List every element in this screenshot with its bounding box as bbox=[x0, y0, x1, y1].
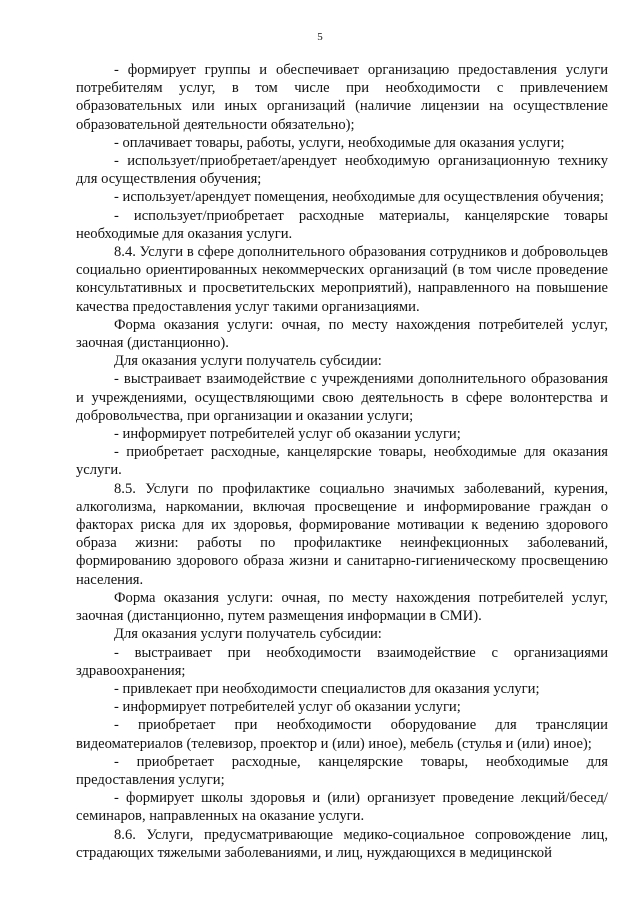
paragraph-4: - использует/арендует помещения, необходимые для осуществления обучения; bbox=[114, 189, 604, 206]
paragraph-18: - приобретает при необходимости оборудование для трансляции видеоматериалов (телевизор, проектор и (или) иное), мебель (стулья и (или) иное); bbox=[76, 717, 608, 752]
paragraph-10: - информирует потребителей услуг об оказании услуги; bbox=[114, 426, 461, 443]
paragraph-13: Форма оказания услуги: очная, по месту нахождения потребителей услуг, заочная (дистанционно, путем размещения информации в СМИ). bbox=[76, 589, 608, 625]
paragraph-8: Для оказания услуги получатель субсидии: bbox=[114, 353, 382, 370]
paragraph-16: - привлекает при необходимости специалистов для оказания услуги; bbox=[114, 680, 540, 697]
paragraph-14: Для оказания услуги получатель субсидии: bbox=[114, 626, 382, 643]
paragraph-2: - оплачивает товары, работы, услуги, необходимые для оказания услуги; bbox=[114, 134, 565, 151]
section-8-5: 8.5. Услуги по профилактике социально значимых заболеваний, курения, алкоголизма, наркомании, включая просвещение и информирование граждан о факторах риска для их здоровья, формирование мотивации к ведению здорового образа жизни: работы по профилактике неинфекционных заболеваний, формированию здорового образа жизни и санитарно-гигиеническому просвещению населения. bbox=[76, 480, 608, 588]
page-number: 5 bbox=[317, 31, 323, 43]
paragraph-19: - приобретает расходные, канцелярские товары, необходимые для предоставления услуги; bbox=[76, 753, 608, 788]
paragraph-7: Форма оказания услуги: очная, по месту нахождения потребителей услуг, заочная (дистанционно). bbox=[76, 316, 608, 352]
paragraph-17: - информирует потребителей услуг об оказании услуги; bbox=[114, 699, 461, 716]
paragraph-3: - использует/приобретает/арендует необходимую организационную технику для осуществления обучения; bbox=[76, 153, 608, 188]
paragraph-5: - использует/приобретает расходные материалы, канцелярские товары необходимые для оказания услуги. bbox=[76, 207, 608, 242]
paragraph-1: - формирует группы и обеспечивает организацию предоставления услуги потребителям услуг, в том числе при необходимости с привлечением образовательных или иных организаций (наличие лицензии на осуществление образовательной деятельности обязательно); bbox=[76, 62, 608, 133]
paragraph-9: - выстраивает взаимодействие с учреждениями дополнительного образования и учреждениями, осуществляющими свою деятельность в сфере волонтерства и добровольчества, при организации и оказании услуги; bbox=[76, 371, 608, 424]
document-body bbox=[76, 61, 608, 862]
paragraph-15: - выстраивает при необходимости взаимодействие с организациями здравоохранения; bbox=[76, 644, 608, 679]
section-8-4: 8.4. Услуги в сфере дополнительного образования сотрудников и добровольцев социально ориентированных некоммерческих организаций (в том числе проведение консультативных и просветительских мероприятий), направленного на повышение качества предоставления услуг такими организациями. bbox=[76, 244, 608, 315]
section-8-6: 8.6. Услуги, предусматривающие медико-социальное сопровождение лиц, страдающих тяжелыми заболеваниями, и лиц, нуждающихся в медицинской bbox=[76, 826, 608, 861]
paragraph-20: - формирует школы здоровья и (или) организует проведение лекций/бесед/семинаров, направленных на оказание услуги. bbox=[76, 790, 608, 825]
paragraph-11: - приобретает расходные, канцелярские товары, необходимые для оказания услуги. bbox=[76, 444, 608, 479]
